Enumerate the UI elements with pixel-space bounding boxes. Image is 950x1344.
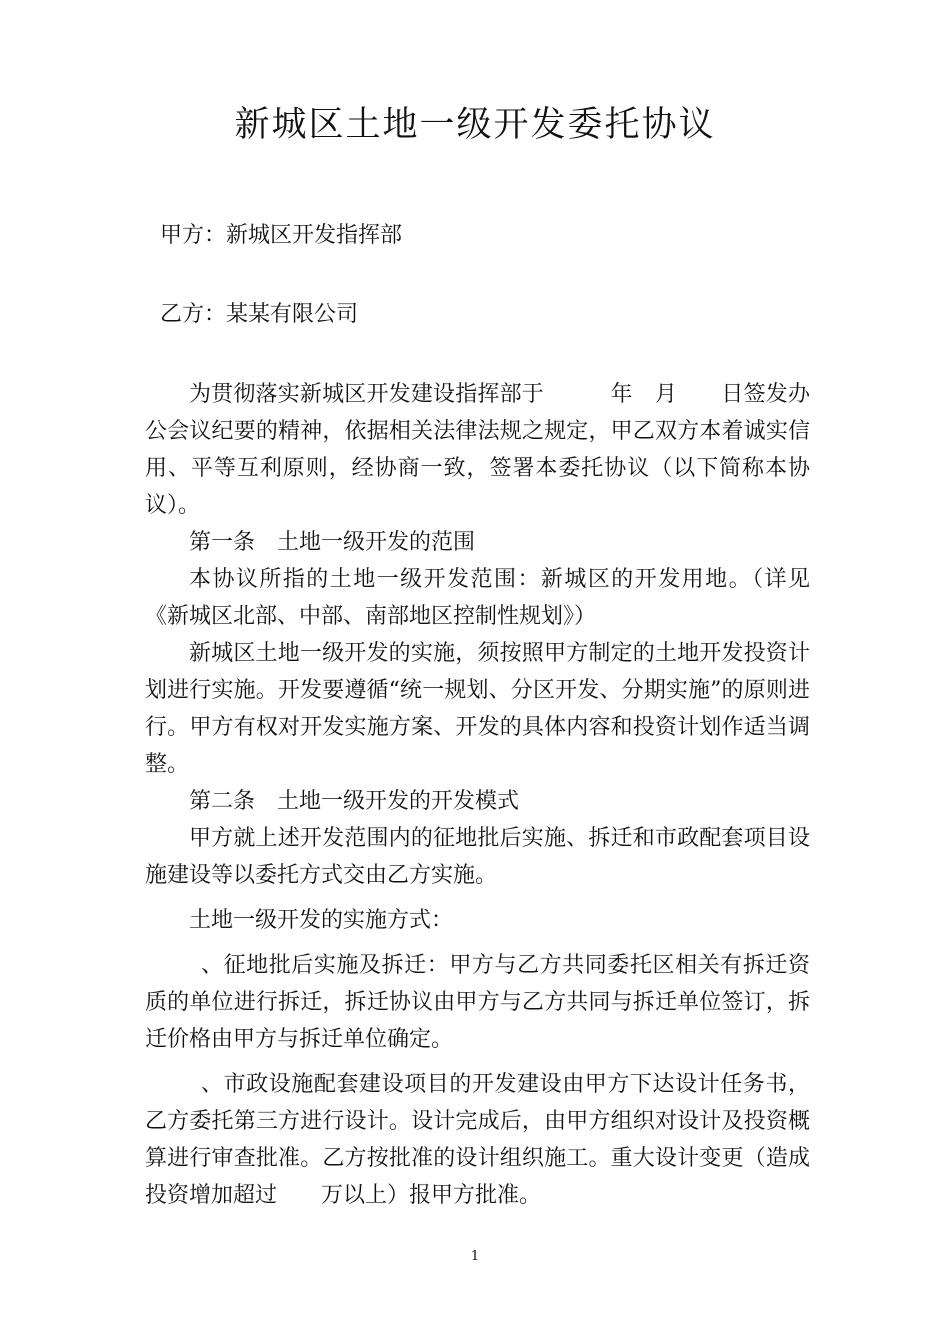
party-a-line: 甲方：新城区开发指挥部 xyxy=(160,223,403,248)
article-1-title: 土地一级开发的范围 xyxy=(277,530,476,555)
article-2-number: 第二条 xyxy=(189,789,256,814)
method-heading: 土地一级开发的实施方式： xyxy=(189,908,454,933)
page-number: 1 xyxy=(470,1249,480,1264)
party-b-line: 乙方：某某有限公司 xyxy=(160,302,359,327)
mode-paragraph: 甲方就上述开发范围内的征地批后实施、拆迁和市政配套项目设施建设等以委托方式交由乙方实施。 xyxy=(145,826,810,888)
scope-paragraph: 本协议所指的土地一级开发范围：新城区的开发用地。（详见《新城区北部、中部、南部地区控制性规划》） xyxy=(145,567,810,629)
document-body xyxy=(145,376,810,1214)
intro-paragraph: 为贯彻落实新城区开发建设指挥部于 年 月 日签发办公会议纪要的精神，依据相关法律法规之规定，甲乙双方本着诚实信用、平等互利原则，经协商一致，签署本委托协议（以下简称本协议）。 xyxy=(145,382,810,518)
article-1-number: 第一条 xyxy=(189,530,256,555)
article-2-heading xyxy=(145,783,810,820)
relocation-item: 、征地批后实施及拆迁：甲方与乙方共同委托区相关有拆迁资质的单位进行拆迁，拆迁协议由甲方与乙方共同与拆迁单位签订，拆迁价格由甲方与拆迁单位确定。 xyxy=(145,953,810,1052)
article-1-heading xyxy=(145,524,810,561)
implementation-paragraph: 新城区土地一级开发的实施，须按照甲方制定的土地开发投资计划进行实施。开发要遵循“统一规划、分区开发、分期实施”的原则进行。甲方有权对开发实施方案、开发的具体内容和投资计划作适当调整。 xyxy=(145,641,810,777)
article-2-title: 土地一级开发的开发模式 xyxy=(277,789,520,814)
municipal-item: 、市政设施配套建设项目的开发建设由甲方下达设计任务书，乙方委托第三方进行设计。设计完成后，由甲方组织对设计及投资概算进行审查批准。乙方按批准的设计组织施工。重大设计变更（造成投资增加超过 万以上）报甲方批准。 xyxy=(145,1072,810,1208)
document-title: 新城区土地一级开发委托协议 xyxy=(234,105,716,145)
